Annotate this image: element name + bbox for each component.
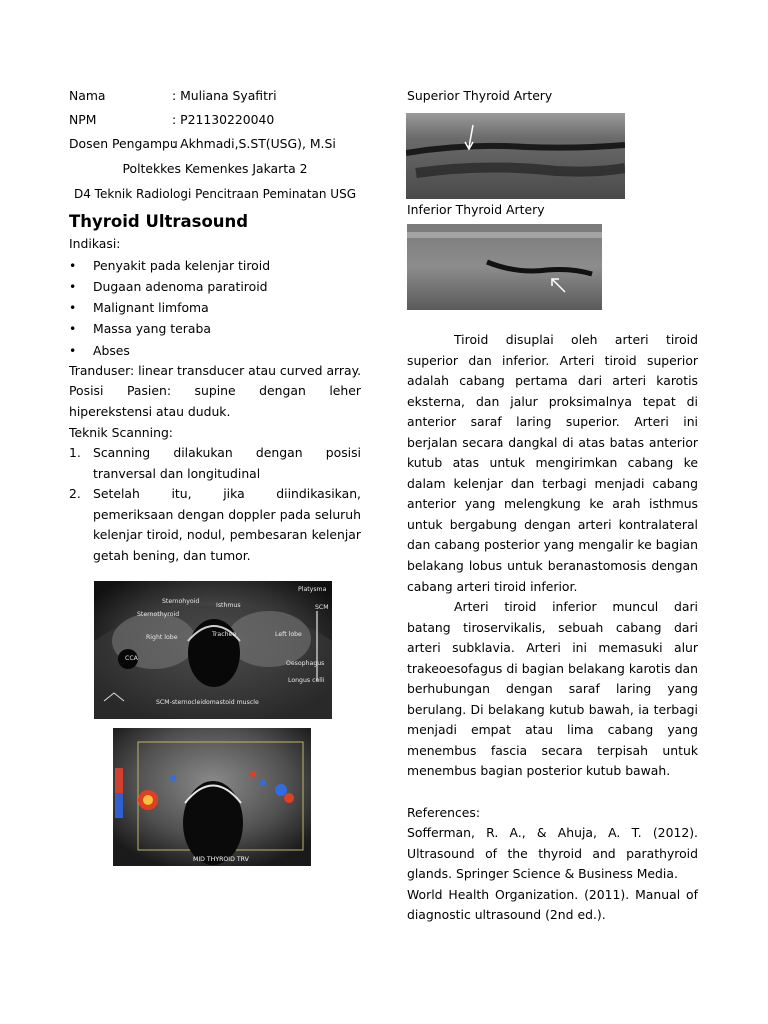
list-item: [69, 443, 361, 484]
label-longus-colli: Longus colli: [288, 677, 325, 684]
item-text: Setelah itu, jika diindikasikan, pemeriksaan dengan doppler pada seluruh kelenjar tiroid, nodul, pembesaran kelenjar getah bening, dan tumor.: [93, 486, 361, 563]
right-column: [407, 330, 698, 926]
label-isthmus: Isthmus: [216, 602, 241, 609]
label-scm: SCM: [315, 604, 329, 611]
list-item: • Massa yang teraba: [69, 318, 361, 339]
indikasi-label: Indikasi:: [69, 236, 121, 251]
program: D4 Teknik Radiologi Pencitraan Peminatan USG: [73, 187, 357, 201]
page-title: Thyroid Ultrasound: [69, 212, 249, 231]
indikasi-list: [69, 255, 361, 361]
item-number: 2.: [69, 486, 81, 502]
figure-caption: MID THYROID TRV: [193, 856, 249, 863]
npm-value: : P21130220040: [172, 112, 275, 127]
label-cca: CCA: [125, 655, 138, 662]
reference-1: Sofferman, R. A., & Ahuja, A. T. (2012). Ultrasound of the thyroid and parathyroid glands. Springer Science & Business Media.: [407, 825, 698, 882]
npm-label: NPM: [69, 112, 97, 127]
nama-label: Nama: [69, 88, 106, 103]
label-left-lobe: Left lobe: [275, 631, 302, 638]
list-item: • Penyakit pada kelenjar tiroid: [69, 255, 361, 276]
posisi-text: Posisi Pasien: supine dengan leher hiperekstensi atau duduk.: [69, 383, 361, 420]
list-item: • Malignant limfoma: [69, 297, 361, 318]
doppler-thyroid-image: [113, 728, 311, 866]
label-scm-full: SCM-sternocleidomastoid muscle: [156, 699, 259, 706]
dosen-label: Dosen Pengampu: [69, 136, 178, 151]
nama-value: : Muliana Syafitri: [172, 88, 277, 103]
label-oesophagus: Oesophagus: [286, 660, 325, 667]
list-item: • Dugaan adenoma paratiroid: [69, 276, 361, 297]
references-label: References:: [407, 804, 481, 820]
paragraph-1: Tiroid disuplai oleh arteri tiroid superior dan inferior. Arteri tiroid superior adalah cabang pertama dari arteri karotis eksterna, dan jalur proksimalnya tepat di anterior saraf laring superior. Arteri ini berjalan secara dangkal di atas batas anterior kutub atas untuk mengirimkan cabang ke dalam kelenjar dan terbagi menjadi cabang anterior yang melengkung ke arah isthmus untuk bergabung dengan arteri kontralateral dan cabang posterior yang mengalir ke bagian belakang lobus untuk beranastomosis dengan cabang arteri tiroid inferior.: [407, 332, 698, 594]
inferior-artery-caption: Inferior Thyroid Artery: [407, 202, 545, 217]
label-trachea: Trachea: [212, 631, 237, 638]
label-sternothyroid: Sternothyroid: [137, 611, 180, 618]
superior-artery-caption: Superior Thyroid Artery: [407, 88, 553, 103]
list-item: [69, 484, 361, 566]
list-item: • Abses: [69, 340, 361, 361]
reference-2: World Health Organization. (2011). Manual of diagnostic ultrasound (2nd ed.).: [407, 886, 698, 923]
paragraph-2: Arteri tiroid inferior muncul dari batang tiroservikalis, sebuah cabang dari arteri subklavia. Arteri ini memasuki alur trakeoesofagus di bagian belakang karotis dan berhubungan dengan saraf laring yang berulang. Di belakang kutub bawah, ia terbagi menjadi empat atau lima cabang yang menembus fascia secara terpisah untuk menembus bagian posterior kutub bawah.: [407, 599, 698, 779]
item-text: Scanning dilakukan dengan posisi tranversal dan longitudinal: [93, 445, 361, 481]
item-number: 1.: [69, 445, 81, 461]
transducer-text: Tranduser: linear transducer atau curved array.: [69, 362, 362, 378]
label-platysma: Platysma: [298, 586, 327, 593]
institution: Poltekkes Kemenkes Jakarta 2: [122, 161, 308, 176]
left-column: [69, 211, 361, 566]
teknik-label: Teknik Scanning:: [69, 424, 173, 440]
label-right-lobe: Right lobe: [146, 634, 178, 641]
thyroid-anatomy-image: [94, 581, 332, 719]
superior-artery-image: [406, 113, 625, 199]
label-sternohyoid: Sternohyoid: [162, 598, 200, 605]
inferior-artery-image: [407, 224, 602, 310]
dosen-value: : Akhmadi,S.ST(USG), M.Si: [172, 136, 336, 151]
